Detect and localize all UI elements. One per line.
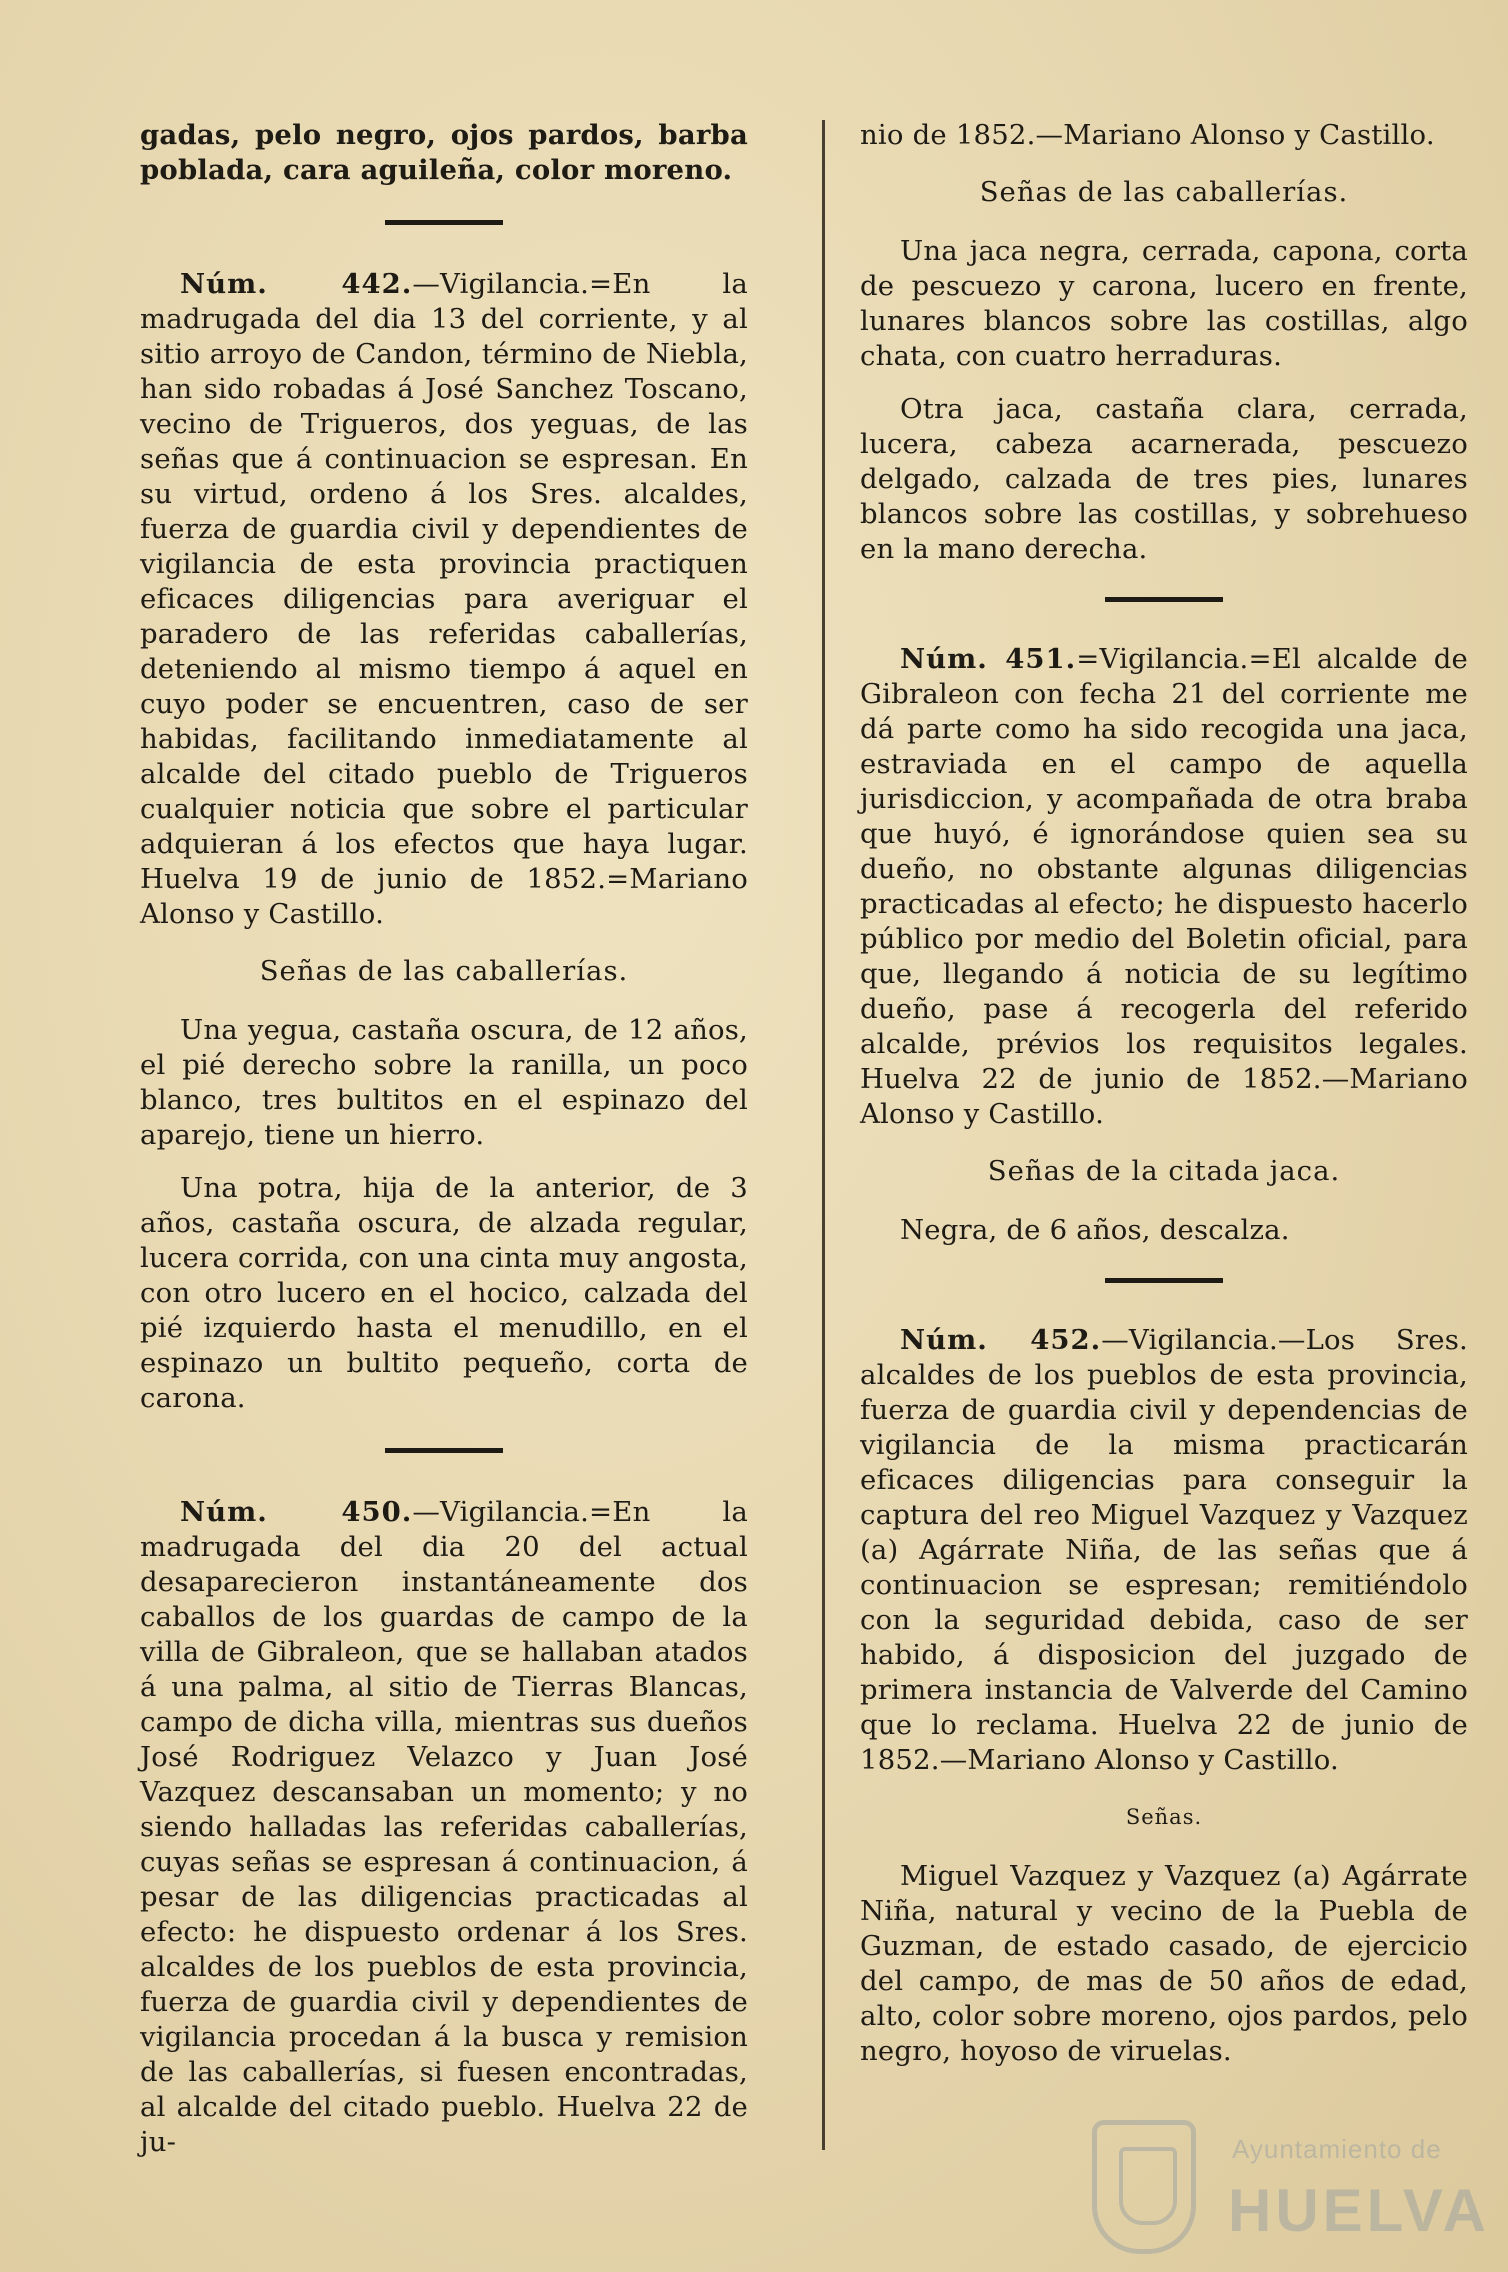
notice-body: —Vigilancia.=En la madrugada del dia 13 del corriente, y al sitio arroyo de Candon, término de Niebla, han sido robadas á José Sanchez Toscano, vecino de Trigueros, dos yeguas, de las señas que á continuacion se espresan. En su virtud, ordeno á los Sres. alcaldes, fuerza de guardia civil y dependientes de vigilancia de esta provincia practiquen eficaces diligencias para averiguar el paradero de las referidas caballerías, deteniendo al mismo tiempo á aquel en cuyo poder se encuentren, caso de ser habidas, facilitando inmediatamente al alcalde del citado pueblo de Trigueros cualquier noticia que sobre el particular adquieran á los efectos que haya lugar. Huelva 19 de junio de 1852.=Mariano Alonso y Castillo. — [140, 268, 748, 930]
section-heading: Señas de la citada jaca. — [987, 1155, 1341, 1187]
description-item: Una jaca negra, cerrada, capona, corta de pescuezo y carona, lucero en frente, lunares blancos sobre las costillas, algo chata, con cuatro herraduras. — [860, 235, 1468, 372]
notice-number: Núm. 442. — [180, 268, 413, 300]
separator-rule — [385, 220, 503, 225]
notice-number: Núm. 451. — [900, 643, 1077, 675]
notice-body: —Vigilancia.—Los Sres. alcaldes de los pueblos de esta provincia, fuerza de guardia civil y dependencias de vigilancia de la misma practicarán eficaces diligencias para conseguir la captura del reo Miguel Vazquez y Vazquez (a) Agárrate Niña, de las señas que á continuacion se espresan; remitiéndolo con la seguridad debida, caso de ser habido, á disposicion del juzgado de primera instancia de Valverde del Camino que lo reclama. Huelva 22 de junio de 1852.—Mariano Alonso y Castillo. — [860, 1324, 1468, 1776]
watermark-big-text: HUELVA — [1228, 2177, 1490, 2244]
notice-452 — [860, 1323, 1468, 1778]
notice-body: =Vigilancia.=El alcalde de Gibraleon con fecha 21 del corriente me dá parte como ha sido recogida una jaca, estraviada en el campo de aquella jurisdiccion, y acompañada de otra braba que huyó, é ignorándose quien sea su dueño, no obstante algunas diligencias practicadas al efecto; he dispuesto hacerlo público por medio del Boletin oficial, para que, llegando á noticia de su legítimo dueño, pase á recogerla del referido alcalde, prévios los requisitos legales. Huelva 22 de junio de 1852.—Mariano Alonso y Castillo. — [860, 643, 1469, 1130]
right-column — [860, 118, 1468, 2069]
notice-body: —Vigilancia.=En la madrugada del dia 20 del actual desaparecieron instantáneamente dos caballos de los guardas de campo de la villa de Gibraleon, que se hallaban atados á una palma, al sitio de Tierras Blancas, campo de dicha villa, mientras sus dueños José Rodriguez Velazco y Juan José Vazquez descansaban un momento; y no siendo halladas las referidas caballerías, cuyas señas se espresan á continuacion, á pesar de las diligencias practicadas al efecto: he dispuesto ordenar á los Sres. alcaldes de los pueblos de esta provincia, fuerza de guardia civil y dependientes de vigilancia procedan á la busca y remision de las caballerías, si fuesen encontradas, al alcalde del citado pueblo. Huelva 22 de ju- — [140, 1496, 748, 2158]
notice-number: Núm. 450. — [180, 1496, 413, 1528]
column-divider — [822, 120, 825, 2150]
description-item: Miguel Vazquez y Vazquez (a) Agárrate Niña, natural y vecino de la Puebla de Guzman, de estado casado, de ejercicio del campo, de mas de 50 años de edad, alto, color sobre moreno, ojos pardos, pelo negro, hoyoso de viruelas. — [860, 1860, 1468, 2067]
section-heading: Señas. — [1125, 1805, 1203, 1829]
separator-rule — [1105, 1278, 1223, 1283]
description-item: Negra, de 6 años, descalza. — [900, 1214, 1290, 1246]
separator-rule — [385, 1448, 503, 1453]
spacer — [860, 374, 1468, 392]
huelva-watermark — [1092, 2118, 1490, 2258]
section-heading: Señas de las caballerías. — [979, 176, 1349, 208]
notice-451 — [860, 642, 1468, 1132]
description-item: Otra jaca, castaña clara, cerrada, lucera, cabeza acarnerada, pescuezo delgado, calzada de tres pies, lunares blancos sobre las costillas, y sobrehueso en la mano derecha. — [860, 393, 1468, 565]
description-item: Una yegua, castaña oscura, de 12 años, el pié derecho sobre la ranilla, un poco blanco, tres bultitos en el espinazo del aparejo, tiene un hierro. — [140, 1014, 748, 1151]
notice-450 — [140, 1495, 748, 2160]
notice-number: Núm. 452. — [900, 1324, 1102, 1356]
section-heading: Señas de las caballerías. — [259, 955, 629, 987]
notice-442 — [140, 267, 748, 932]
description-item: Una potra, hija de la anterior, de 3 años, castaña oscura, de alzada regular, lucera corrida, con una cinta muy angosta, con otro lucero en el hocico, calzada del pié izquierdo hasta el menudillo, en el espinazo un bultito pequeño, corta de carona. — [140, 1172, 748, 1414]
left-column — [140, 118, 748, 2160]
coat-of-arms-icon — [1092, 2120, 1196, 2254]
continuation-paragraph: gadas, pelo negro, ojos pardos, barba poblada, cara aguileña, color moreno. — [140, 119, 748, 186]
spacer — [140, 1153, 748, 1171]
separator-rule — [1105, 597, 1223, 602]
notice-450-continuation: nio de 1852.—Mariano Alonso y Castillo. — [860, 119, 1435, 151]
watermark-small-text: Ayuntamiento de — [1232, 2134, 1442, 2164]
